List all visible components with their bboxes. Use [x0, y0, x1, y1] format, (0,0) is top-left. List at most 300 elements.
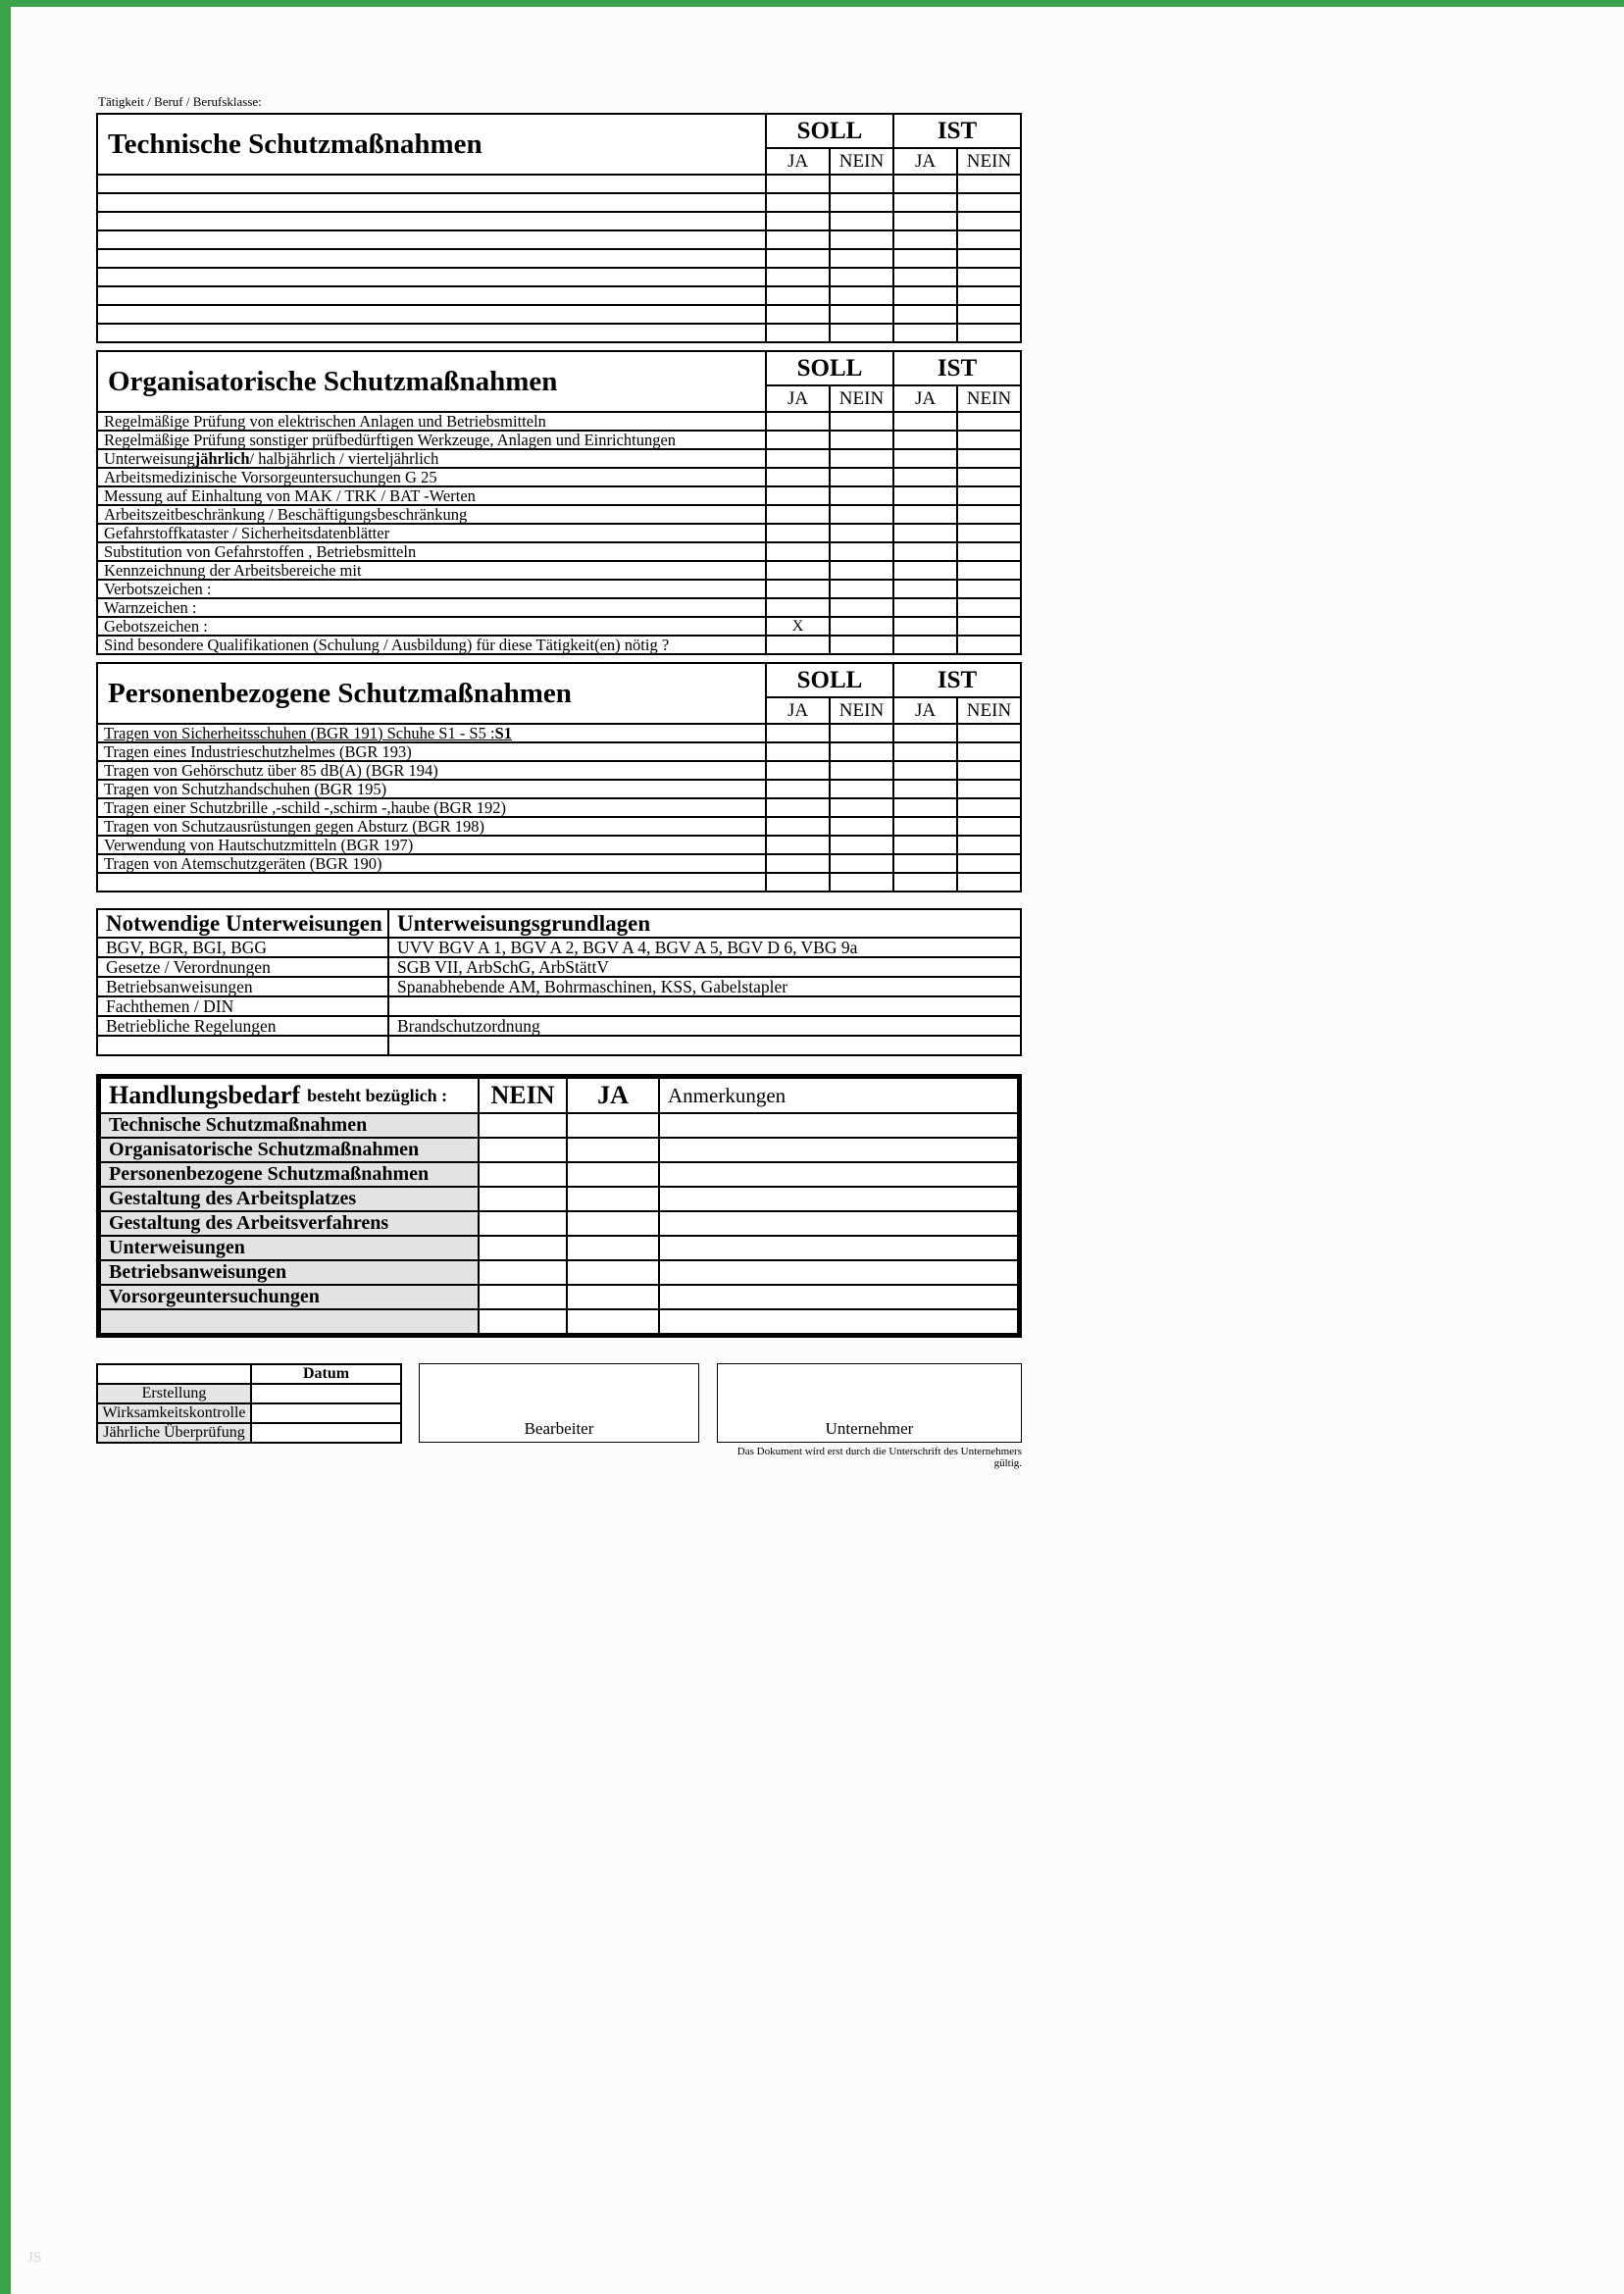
row-label-text: Tragen von Gehörschutz über 85 dB(A) (BGR 194) — [104, 761, 438, 780]
row-label-cell[interactable] — [97, 212, 766, 230]
soll-ja-cell[interactable] — [766, 524, 830, 542]
table-row — [97, 817, 1021, 836]
ist-ja-cell[interactable] — [893, 230, 957, 249]
section-title-personal: Personenbezogene Schutzmaßnahmen — [97, 663, 766, 724]
ist-nein-header: NEIN — [957, 697, 1021, 724]
soll-nein-cell[interactable] — [830, 854, 893, 873]
instruction-topic-cell: Betriebsanweisungen — [97, 977, 388, 996]
soll-nein-cell[interactable] — [830, 724, 893, 742]
table-row — [100, 1260, 1018, 1285]
soll-ja-cell[interactable] — [766, 468, 830, 486]
instructions-table — [96, 908, 1022, 1056]
soll-nein-cell[interactable] — [830, 468, 893, 486]
soll-ja-cell[interactable] — [766, 780, 830, 798]
soll-ja-cell[interactable] — [766, 854, 830, 873]
row-label-text: Kennzeichnung der Arbeitsbereiche mit — [104, 561, 362, 580]
ist-ja-cell[interactable] — [893, 636, 957, 654]
row-label-cell[interactable] — [97, 324, 766, 342]
soll-nein-cell[interactable] — [830, 449, 893, 468]
ist-ja-cell[interactable] — [893, 780, 957, 798]
row-label-text: Arbeitszeitbeschränkung / Beschäftigungsbeschränkung — [104, 505, 468, 524]
dates-table — [96, 1363, 402, 1444]
section-title-organizational: Organisatorische Schutzmaßnahmen — [97, 351, 766, 412]
nein-cell[interactable] — [479, 1236, 567, 1260]
instruction-topic-cell: Gesetze / Verordnungen — [97, 957, 388, 977]
ist-nein-cell[interactable] — [957, 486, 1021, 505]
soll-ja-cell[interactable] — [766, 636, 830, 654]
instruction-basis-cell[interactable]: Brandschutzordnung — [388, 1016, 1021, 1036]
action-category-cell: Vorsorgeuntersuchungen — [100, 1285, 479, 1309]
soll-nein-cell[interactable] — [830, 598, 893, 617]
soll-ja-cell[interactable] — [766, 580, 830, 598]
soll-nein-header: NEIN — [830, 148, 893, 175]
ist-ja-cell[interactable] — [893, 305, 957, 324]
date-value-cell[interactable] — [251, 1384, 401, 1403]
row-label-cell[interactable] — [97, 193, 766, 212]
action-needed-rows — [100, 1113, 1018, 1334]
ist-nein-cell[interactable] — [957, 873, 1021, 892]
ist-ja-cell[interactable] — [893, 817, 957, 836]
instructions-col1-title: Notwendige Unterweisungen — [97, 909, 388, 938]
instruction-basis-cell[interactable]: SGB VII, ArbSchG, ArbStättV — [388, 957, 1021, 977]
ist-ja-cell[interactable] — [893, 836, 957, 854]
row-label-text: Arbeitsmedizinische Vorsorgeuntersuchungen G 25 — [104, 468, 437, 486]
soll-nein-cell[interactable] — [830, 780, 893, 798]
row-label-cell — [97, 798, 766, 817]
row-label-cell — [97, 505, 766, 524]
ist-ja-cell[interactable] — [893, 561, 957, 580]
table-row — [97, 175, 1021, 193]
section-title-technical: Technische Schutzmaßnahmen — [97, 114, 766, 175]
ist-nein-cell[interactable] — [957, 324, 1021, 342]
action-category-cell: Technische Schutzmaßnahmen — [100, 1113, 479, 1138]
ist-ja-header: JA — [893, 148, 957, 175]
remarks-cell[interactable] — [659, 1236, 1018, 1260]
soll-ja-header: JA — [766, 697, 830, 724]
date-column-header: Datum — [251, 1364, 401, 1384]
table-row — [97, 854, 1021, 873]
ist-nein-cell[interactable] — [957, 230, 1021, 249]
ist-nein-cell[interactable] — [957, 175, 1021, 193]
table-row — [97, 761, 1021, 780]
soll-ja-cell[interactable] — [766, 598, 830, 617]
instruction-basis-cell[interactable] — [388, 996, 1021, 1016]
technical-measures-rows — [97, 175, 1021, 342]
ist-nein-cell[interactable] — [957, 449, 1021, 468]
soll-ja-cell[interactable] — [766, 212, 830, 230]
row-label-text: Tragen von Sicherheitsschuhen (BGR 191) Schuhe S1 - S5 : — [104, 724, 495, 742]
organizational-measures-rows — [97, 412, 1021, 654]
ist-ja-header: JA — [893, 697, 957, 724]
ist-ja-cell[interactable] — [893, 798, 957, 817]
soll-ja-cell[interactable] — [766, 817, 830, 836]
instruction-topic-cell: BGV, BGR, BGI, BGG — [97, 938, 388, 957]
personal-measures-rows — [97, 724, 1021, 892]
page-watermark: JS — [27, 2250, 42, 2266]
remarks-cell[interactable] — [659, 1113, 1018, 1138]
instruction-basis-cell[interactable] — [388, 1036, 1021, 1055]
table-row — [100, 1309, 1018, 1334]
soll-nein-cell[interactable] — [830, 230, 893, 249]
instruction-basis-cell[interactable]: Spanabhebende AM, Bohrmaschinen, KSS, Gabelstapler — [388, 977, 1021, 996]
row-label-bold: jährlich — [194, 449, 250, 468]
soll-nein-cell[interactable] — [830, 268, 893, 286]
soll-ja-cell[interactable] — [766, 324, 830, 342]
soll-ja-cell[interactable] — [766, 561, 830, 580]
action-needed-title-sub: besteht bezüglich : — [307, 1085, 448, 1105]
soll-nein-cell[interactable] — [830, 249, 893, 268]
ja-cell[interactable] — [567, 1113, 659, 1138]
nein-cell[interactable] — [479, 1211, 567, 1236]
action-needed-title — [100, 1078, 479, 1113]
table-row — [100, 1113, 1018, 1138]
soll-nein-cell[interactable] — [830, 873, 893, 892]
row-label-text: Warnzeichen : — [104, 598, 197, 617]
soll-ja-cell[interactable] — [766, 175, 830, 193]
nein-cell[interactable] — [479, 1113, 567, 1138]
ist-nein-cell[interactable] — [957, 412, 1021, 431]
ist-ja-cell[interactable] — [893, 212, 957, 230]
soll-column-header: SOLL — [766, 663, 893, 697]
dates-header-row — [97, 1364, 401, 1384]
row-label-cell — [97, 617, 766, 636]
ist-nein-cell[interactable] — [957, 798, 1021, 817]
soll-ja-cell[interactable] — [766, 286, 830, 305]
table-row — [97, 542, 1021, 561]
table-row — [97, 977, 1021, 996]
row-label-cell — [97, 580, 766, 598]
soll-ja-cell[interactable] — [766, 412, 830, 431]
ist-ja-cell[interactable] — [893, 524, 957, 542]
ist-nein-cell[interactable] — [957, 636, 1021, 654]
soll-nein-cell[interactable] — [830, 617, 893, 636]
form-content — [96, 94, 1022, 1469]
action-category-cell — [100, 1309, 479, 1334]
ist-ja-cell[interactable] — [893, 324, 957, 342]
row-label-cell — [97, 524, 766, 542]
soll-ja-cell[interactable] — [766, 305, 830, 324]
ist-ja-cell[interactable] — [893, 505, 957, 524]
ist-ja-cell[interactable] — [893, 268, 957, 286]
ja-cell[interactable] — [567, 1285, 659, 1309]
soll-ja-cell[interactable] — [766, 542, 830, 561]
ist-column-header: IST — [893, 114, 1021, 148]
soll-nein-cell[interactable] — [830, 798, 893, 817]
soll-nein-cell[interactable] — [830, 580, 893, 598]
soll-nein-cell[interactable] — [830, 636, 893, 654]
table-row — [97, 1016, 1021, 1036]
ist-nein-cell[interactable] — [957, 542, 1021, 561]
soll-nein-cell[interactable] — [830, 324, 893, 342]
ja-cell[interactable] — [567, 1187, 659, 1211]
ist-nein-cell[interactable] — [957, 780, 1021, 798]
date-value-cell[interactable] — [251, 1403, 401, 1423]
table-row — [100, 1285, 1018, 1309]
ist-ja-cell[interactable] — [893, 286, 957, 305]
remarks-cell[interactable] — [659, 1162, 1018, 1187]
row-label-cell — [97, 836, 766, 854]
editor-signature-label: Bearbeiter — [524, 1419, 594, 1438]
soll-ja-cell[interactable] — [766, 505, 830, 524]
table-row — [97, 938, 1021, 957]
table-row — [97, 996, 1021, 1016]
nein-column-header: NEIN — [479, 1078, 567, 1113]
action-needed-table — [96, 1074, 1022, 1338]
ist-ja-cell[interactable] — [893, 742, 957, 761]
table-row — [97, 286, 1021, 305]
table-row — [100, 1162, 1018, 1187]
table-row — [97, 1403, 401, 1423]
remarks-cell[interactable] — [659, 1260, 1018, 1285]
row-label-bold: S1 — [494, 724, 513, 742]
ist-ja-cell[interactable] — [893, 449, 957, 468]
ist-nein-cell[interactable] — [957, 249, 1021, 268]
table-row — [97, 524, 1021, 542]
soll-ja-cell[interactable] — [766, 193, 830, 212]
ist-nein-cell[interactable] — [957, 617, 1021, 636]
table-row — [97, 598, 1021, 617]
ist-nein-cell[interactable] — [957, 468, 1021, 486]
row-label-cell[interactable] — [97, 268, 766, 286]
ist-nein-cell[interactable] — [957, 212, 1021, 230]
soll-nein-cell[interactable] — [830, 305, 893, 324]
ist-ja-cell[interactable] — [893, 175, 957, 193]
soll-nein-cell[interactable] — [830, 505, 893, 524]
row-label-text: Gebotszeichen : — [104, 617, 208, 636]
ja-cell[interactable] — [567, 1309, 659, 1334]
validity-note: Das Dokument wird erst durch die Unterschrift des Unternehmers gültig. — [736, 1446, 1022, 1469]
ja-cell[interactable] — [567, 1260, 659, 1285]
date-type-cell: Jährliche Überprüfung — [97, 1423, 251, 1443]
table-row — [97, 431, 1021, 449]
action-category-cell: Organisatorische Schutzmaßnahmen — [100, 1138, 479, 1162]
remarks-cell[interactable] — [659, 1187, 1018, 1211]
ist-ja-cell[interactable] — [893, 580, 957, 598]
row-label-cell — [97, 598, 766, 617]
soll-ja-cell[interactable] — [766, 798, 830, 817]
soll-ja-cell[interactable] — [766, 761, 830, 780]
soll-nein-cell[interactable] — [830, 431, 893, 449]
soll-nein-header: NEIN — [830, 385, 893, 412]
ist-ja-cell[interactable] — [893, 598, 957, 617]
soll-nein-cell[interactable] — [830, 175, 893, 193]
ist-ja-cell[interactable] — [893, 412, 957, 431]
row-label-cell[interactable] — [97, 230, 766, 249]
ja-column-header: JA — [567, 1078, 659, 1113]
ist-ja-cell[interactable] — [893, 873, 957, 892]
nein-cell[interactable] — [479, 1285, 567, 1309]
ist-nein-cell[interactable] — [957, 561, 1021, 580]
nein-cell[interactable] — [479, 1260, 567, 1285]
ja-cell[interactable] — [567, 1211, 659, 1236]
table-row — [97, 742, 1021, 761]
soll-ja-cell[interactable] — [766, 268, 830, 286]
ist-ja-cell[interactable] — [893, 542, 957, 561]
row-label-text: Verwendung von Hautschutzmitteln (BGR 197) — [104, 836, 414, 854]
ist-nein-cell[interactable] — [957, 580, 1021, 598]
action-category-cell: Gestaltung des Arbeitsplatzes — [100, 1187, 479, 1211]
row-label-cell — [97, 780, 766, 798]
table-row — [100, 1138, 1018, 1162]
soll-ja-header: JA — [766, 385, 830, 412]
table-row — [97, 561, 1021, 580]
ist-nein-cell[interactable] — [957, 524, 1021, 542]
action-category-cell: Betriebsanweisungen — [100, 1260, 479, 1285]
row-label-text: Tragen von Schutzhandschuhen (BGR 195) — [104, 780, 387, 798]
row-label-cell — [97, 561, 766, 580]
soll-nein-cell[interactable] — [830, 561, 893, 580]
row-label-cell — [97, 724, 766, 742]
soll-nein-cell[interactable] — [830, 542, 893, 561]
date-value-cell[interactable] — [251, 1423, 401, 1443]
row-label-cell — [97, 542, 766, 561]
ist-ja-cell[interactable] — [893, 724, 957, 742]
nein-cell[interactable] — [479, 1309, 567, 1334]
soll-ja-cell[interactable] — [766, 486, 830, 505]
remarks-column-header: Anmerkungen — [659, 1078, 1018, 1113]
table-row — [97, 193, 1021, 212]
ist-ja-cell[interactable] — [893, 468, 957, 486]
table-row — [97, 873, 1021, 892]
organizational-measures-table — [96, 350, 1022, 655]
ist-nein-cell[interactable] — [957, 761, 1021, 780]
remarks-cell[interactable] — [659, 1285, 1018, 1309]
ist-ja-cell[interactable] — [893, 617, 957, 636]
soll-nein-cell[interactable] — [830, 193, 893, 212]
row-label-text: Messung auf Einhaltung von MAK / TRK / BAT -Werten — [104, 486, 476, 505]
ja-cell[interactable] — [567, 1162, 659, 1187]
soll-nein-cell[interactable] — [830, 412, 893, 431]
ist-nein-cell[interactable] — [957, 817, 1021, 836]
nein-cell[interactable] — [479, 1138, 567, 1162]
soll-nein-cell[interactable] — [830, 486, 893, 505]
row-label-cell — [97, 468, 766, 486]
row-label-cell[interactable] — [97, 305, 766, 324]
table-row — [100, 1236, 1018, 1260]
ist-nein-cell[interactable] — [957, 305, 1021, 324]
soll-nein-cell[interactable] — [830, 836, 893, 854]
soll-ja-cell[interactable] — [766, 873, 830, 892]
row-label-cell — [97, 854, 766, 873]
instruction-basis-cell[interactable]: UVV BGV A 1, BGV A 2, BGV A 4, BGV A 5, BGV D 6, VBG 9a — [388, 938, 1021, 957]
ist-ja-cell[interactable] — [893, 761, 957, 780]
ist-nein-cell[interactable] — [957, 286, 1021, 305]
table-row — [97, 412, 1021, 431]
soll-nein-cell[interactable] — [830, 524, 893, 542]
soll-ja-cell[interactable] — [766, 742, 830, 761]
instructions-col2-title: Unterweisungsgrundlagen — [388, 909, 1021, 938]
ist-nein-cell[interactable] — [957, 431, 1021, 449]
ist-nein-cell[interactable] — [957, 836, 1021, 854]
ja-cell[interactable] — [567, 1236, 659, 1260]
owner-signature-label: Unternehmer — [825, 1419, 914, 1438]
ist-column-header: IST — [893, 663, 1021, 697]
ist-nein-header: NEIN — [957, 385, 1021, 412]
remarks-cell[interactable] — [659, 1138, 1018, 1162]
instruction-topic-cell — [97, 1036, 388, 1055]
table-row — [97, 636, 1021, 654]
soll-ja-cell[interactable] — [766, 431, 830, 449]
soll-nein-cell[interactable] — [830, 817, 893, 836]
ist-nein-cell[interactable] — [957, 505, 1021, 524]
date-type-cell: Wirksamkeitskontrolle — [97, 1403, 251, 1423]
ist-nein-cell[interactable] — [957, 598, 1021, 617]
soll-ja-cell[interactable] — [766, 249, 830, 268]
table-row — [97, 249, 1021, 268]
soll-ja-cell[interactable] — [766, 230, 830, 249]
instruction-topic-cell: Fachthemen / DIN — [97, 996, 388, 1016]
remarks-cell[interactable] — [659, 1309, 1018, 1334]
owner-signature-box[interactable] — [717, 1363, 1022, 1443]
editor-signature-box[interactable] — [419, 1363, 699, 1443]
ist-ja-cell[interactable] — [893, 486, 957, 505]
action-category-cell: Unterweisungen — [100, 1236, 479, 1260]
ist-ja-cell[interactable] — [893, 193, 957, 212]
row-label-text: Tragen einer Schutzbrille ,-schild -,schirm -,haube (BGR 192) — [104, 798, 506, 817]
soll-nein-cell[interactable] — [830, 286, 893, 305]
ist-nein-cell[interactable] — [957, 268, 1021, 286]
table-row — [97, 449, 1021, 468]
activity-profession-label: Tätigkeit / Beruf / Berufsklasse: — [98, 94, 262, 109]
ist-nein-cell[interactable] — [957, 854, 1021, 873]
row-label-cell[interactable] — [97, 175, 766, 193]
instructions-rows — [97, 938, 1021, 1055]
soll-nein-header: NEIN — [830, 697, 893, 724]
soll-ja-cell[interactable] — [766, 836, 830, 854]
ist-ja-cell[interactable] — [893, 431, 957, 449]
row-label-cell — [97, 761, 766, 780]
table-row — [97, 505, 1021, 524]
nein-cell[interactable] — [479, 1187, 567, 1211]
organizational-measures-header — [97, 351, 1021, 412]
table-row — [97, 580, 1021, 598]
table-row — [97, 780, 1021, 798]
ist-ja-cell[interactable] — [893, 854, 957, 873]
ist-nein-cell[interactable] — [957, 193, 1021, 212]
table-row — [97, 486, 1021, 505]
ja-cell[interactable] — [567, 1138, 659, 1162]
row-label-text: Regelmäßige Prüfung sonstiger prüfbedürftigen Werkzeuge, Anlagen und Einrichtungen — [104, 431, 677, 449]
table-row — [97, 724, 1021, 742]
soll-ja-cell[interactable]: X — [766, 617, 830, 636]
personal-measures-header — [97, 663, 1021, 724]
table-row — [97, 957, 1021, 977]
owner-signature-column — [717, 1363, 1022, 1469]
soll-ja-header: JA — [766, 148, 830, 175]
table-row — [97, 212, 1021, 230]
soll-nein-cell[interactable] — [830, 742, 893, 761]
nein-cell[interactable] — [479, 1162, 567, 1187]
date-type-cell: Erstellung — [97, 1384, 251, 1403]
row-label-cell[interactable] — [97, 249, 766, 268]
row-label-cell[interactable] — [97, 286, 766, 305]
action-category-cell: Gestaltung des Arbeitsverfahrens — [100, 1211, 479, 1236]
soll-nein-cell[interactable] — [830, 212, 893, 230]
remarks-cell[interactable] — [659, 1211, 1018, 1236]
soll-column-header: SOLL — [766, 114, 893, 148]
table-row — [97, 230, 1021, 249]
soll-ja-cell[interactable] — [766, 449, 830, 468]
soll-nein-cell[interactable] — [830, 761, 893, 780]
soll-ja-cell[interactable] — [766, 724, 830, 742]
ist-nein-cell[interactable] — [957, 742, 1021, 761]
ist-ja-cell[interactable] — [893, 249, 957, 268]
ist-nein-cell[interactable] — [957, 724, 1021, 742]
row-label-cell — [97, 449, 766, 468]
soll-column-header: SOLL — [766, 351, 893, 385]
table-row — [97, 305, 1021, 324]
row-label-text: Tragen von Schutzausrüstungen gegen Absturz (BGR 198) — [104, 817, 485, 836]
